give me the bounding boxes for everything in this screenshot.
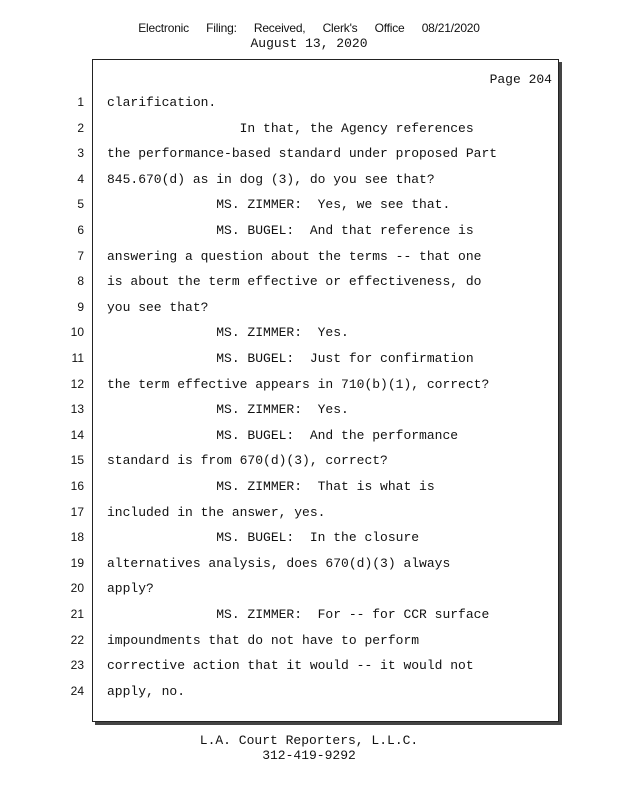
line-text: apply, no. (107, 683, 186, 699)
transcript-line (0, 197, 618, 217)
transcript-line (0, 249, 618, 269)
transcript-line (0, 607, 618, 627)
line-text: included in the answer, yes. (107, 504, 326, 520)
line-number: 4 (77, 171, 84, 186)
line-text: MS. BUGEL: In the closure (107, 530, 420, 546)
line-number: 7 (77, 248, 84, 263)
line-number: 23 (70, 658, 84, 673)
line-text: In that, the Agency references (107, 120, 474, 136)
line-text: you see that? (107, 299, 209, 315)
line-number: 19 (70, 555, 84, 570)
transcript-line (0, 325, 618, 345)
transcript-line (0, 274, 618, 294)
line-number: 18 (70, 530, 84, 545)
line-text: the term effective appears in 710(b)(1), correct? (107, 376, 490, 392)
filing-stamp (0, 21, 618, 35)
line-text: MS. ZIMMER: Yes. (107, 325, 349, 341)
line-number: 24 (70, 683, 84, 698)
line-number: 1 (77, 95, 84, 109)
line-number: 14 (70, 427, 84, 442)
page-number: Page 204 (489, 72, 552, 87)
transcript-line (0, 95, 618, 115)
line-number: 22 (70, 632, 84, 647)
line-text: corrective action that it would -- it would not (107, 658, 474, 674)
transcript-date: August 13, 2020 (250, 36, 368, 51)
transcript-line (0, 556, 618, 576)
line-text: impoundments that do not have to perform (107, 632, 420, 648)
line-text: clarification. (107, 95, 217, 110)
line-number: 10 (70, 325, 84, 340)
line-text: the performance-based standard under proposed Part (107, 146, 498, 162)
transcript-line (0, 223, 618, 243)
line-text: standard is from 670(d)(3), correct? (107, 453, 388, 469)
line-text: MS. ZIMMER: Yes. (107, 402, 349, 418)
transcript-line (0, 172, 618, 192)
line-text: MS. BUGEL: And that reference is (107, 223, 474, 238)
line-text: is about the term effective or effectiveness, do (107, 274, 482, 290)
transcript-line (0, 453, 618, 473)
line-text: answering a question about the terms -- that one (107, 248, 482, 264)
line-number: 15 (70, 453, 84, 468)
line-number: 16 (70, 479, 84, 493)
line-number: 20 (70, 581, 84, 596)
line-number: 5 (77, 197, 84, 212)
transcript-line (0, 658, 618, 678)
transcript-line (0, 633, 618, 653)
stamp-word: Received, (253, 21, 306, 35)
transcript-line (0, 530, 618, 550)
transcript-line (0, 146, 618, 166)
transcript-line (0, 581, 618, 601)
line-text: 845.670(d) as in dog (3), do you see that? (107, 171, 435, 187)
line-text: MS. ZIMMER: Yes, we see that. (107, 197, 451, 213)
reporter-company: L.A. Court Reporters, L.L.C. (199, 733, 419, 748)
transcript-line (0, 428, 618, 448)
transcript-line (0, 121, 618, 141)
line-number: 13 (70, 402, 84, 417)
transcript-line (0, 684, 618, 704)
stamp-word: Filing: (206, 21, 237, 35)
stamp-word: Electronic (138, 21, 189, 35)
line-number: 9 (77, 299, 84, 314)
line-number: 17 (70, 504, 84, 519)
line-text: MS. BUGEL: Just for confirmation (107, 351, 474, 366)
stamp-word: Office (374, 21, 405, 35)
transcript-line (0, 479, 618, 499)
line-number: 11 (71, 351, 84, 365)
transcript-line (0, 351, 618, 371)
transcript-line (0, 377, 618, 397)
transcript-line (0, 402, 618, 422)
line-text: alternatives analysis, does 670(d)(3) always (107, 555, 451, 571)
line-number: 3 (77, 146, 84, 161)
reporter-phone: 312-419-9292 (262, 748, 356, 763)
line-text: MS. ZIMMER: For -- for CCR surface (107, 607, 490, 622)
footer (0, 733, 618, 763)
transcript-line (0, 300, 618, 320)
line-text: MS. BUGEL: And the performance (107, 427, 459, 443)
line-number: 21 (70, 607, 84, 621)
line-number: 2 (77, 120, 84, 135)
transcript-line (0, 505, 618, 525)
stamp-word: Clerk's (322, 21, 358, 35)
line-number: 6 (77, 223, 84, 237)
line-text: MS. ZIMMER: That is what is (107, 479, 435, 494)
line-number: 8 (77, 274, 84, 289)
line-text: apply? (107, 581, 154, 597)
stamp-word: 08/21/2020 (421, 21, 480, 35)
line-number: 12 (70, 376, 84, 391)
